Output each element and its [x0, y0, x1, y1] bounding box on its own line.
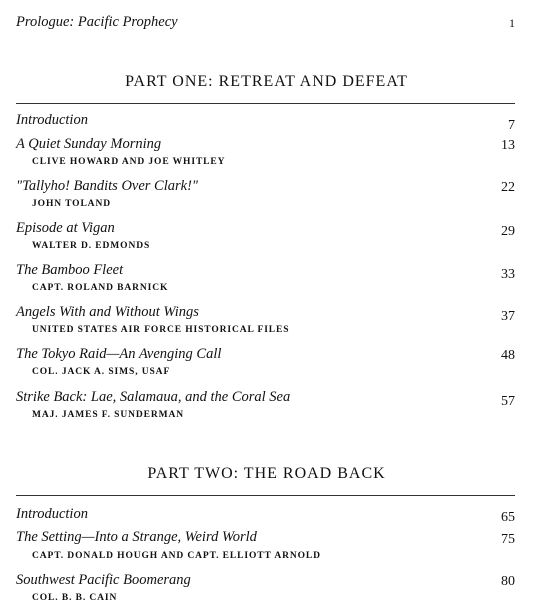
entry-page-number: 37	[501, 309, 515, 324]
entry-title: Introduction	[16, 112, 88, 128]
entry-author: COL. B. B. CAIN	[32, 593, 118, 603]
entry-page-number: 48	[501, 348, 515, 363]
entry-page-number: 75	[501, 532, 515, 547]
entry-page-number: 65	[501, 510, 515, 525]
prologue-entry	[16, 13, 515, 31]
toc-entry	[16, 111, 515, 133]
entry-page-number: 1	[509, 16, 515, 30]
entry-title: Southwest Pacific Boomerang	[16, 572, 191, 588]
entry-title: The Bamboo Fleet	[16, 262, 124, 278]
entry-page-number: 57	[501, 394, 515, 409]
entry-author: JOHN TOLAND	[32, 199, 111, 209]
toc-entry	[16, 528, 515, 561]
entry-author: CAPT. ROLAND BARNICK	[32, 283, 169, 293]
entry-title: Angels With and Without Wings	[16, 304, 199, 320]
entry-title: The Tokyo Raid—An Avenging Call	[16, 346, 222, 362]
entry-title: The Setting—Into a Strange, Weird World	[16, 529, 257, 545]
entry-title: A Quiet Sunday Morning	[16, 136, 162, 152]
entry-page-number: 33	[501, 267, 515, 282]
entry-title: Episode at Vigan	[16, 220, 115, 236]
part-two-heading: PART TWO: THE ROAD BACK	[147, 465, 386, 482]
toc-entry	[16, 303, 515, 335]
entry-page-number: 22	[501, 180, 515, 195]
entry-author: WALTER D. EDMONDS	[32, 241, 151, 251]
entry-page-number: 7	[508, 118, 515, 133]
entry-page-number: 80	[501, 574, 515, 589]
entry-page-number: 13	[501, 138, 515, 153]
entry-title: "Tallyho! Bandits Over Clark!"	[16, 178, 199, 194]
toc-entry	[16, 388, 515, 420]
entry-author: UNITED STATES AIR FORCE HISTORICAL FILES	[32, 325, 290, 335]
entry-title: Prologue: Pacific Prophecy	[16, 14, 178, 30]
entry-author: CLIVE HOWARD AND JOE WHITLEY	[32, 157, 226, 167]
entry-title: Introduction	[16, 506, 88, 522]
toc-entry	[16, 571, 515, 603]
toc-entry	[16, 177, 515, 209]
divider	[16, 103, 515, 104]
toc-entry	[16, 135, 515, 167]
toc-entry	[16, 505, 515, 523]
entry-author: MAJ. JAMES F. SUNDERMAN	[32, 410, 185, 420]
entry-author: COL. JACK A. SIMS, USAF	[32, 367, 171, 377]
entry-author: CAPT. DONALD HOUGH AND CAPT. ELLIOTT ARNOLD	[32, 551, 321, 561]
toc-entry	[16, 345, 515, 377]
toc-entry	[16, 261, 515, 293]
part-one-heading: PART ONE: RETREAT AND DEFEAT	[125, 73, 408, 90]
toc-entry	[16, 219, 515, 251]
entry-page-number: 29	[501, 224, 515, 239]
entry-title: Strike Back: Lae, Salamaua, and the Coral Sea	[16, 389, 291, 405]
divider	[16, 495, 515, 496]
